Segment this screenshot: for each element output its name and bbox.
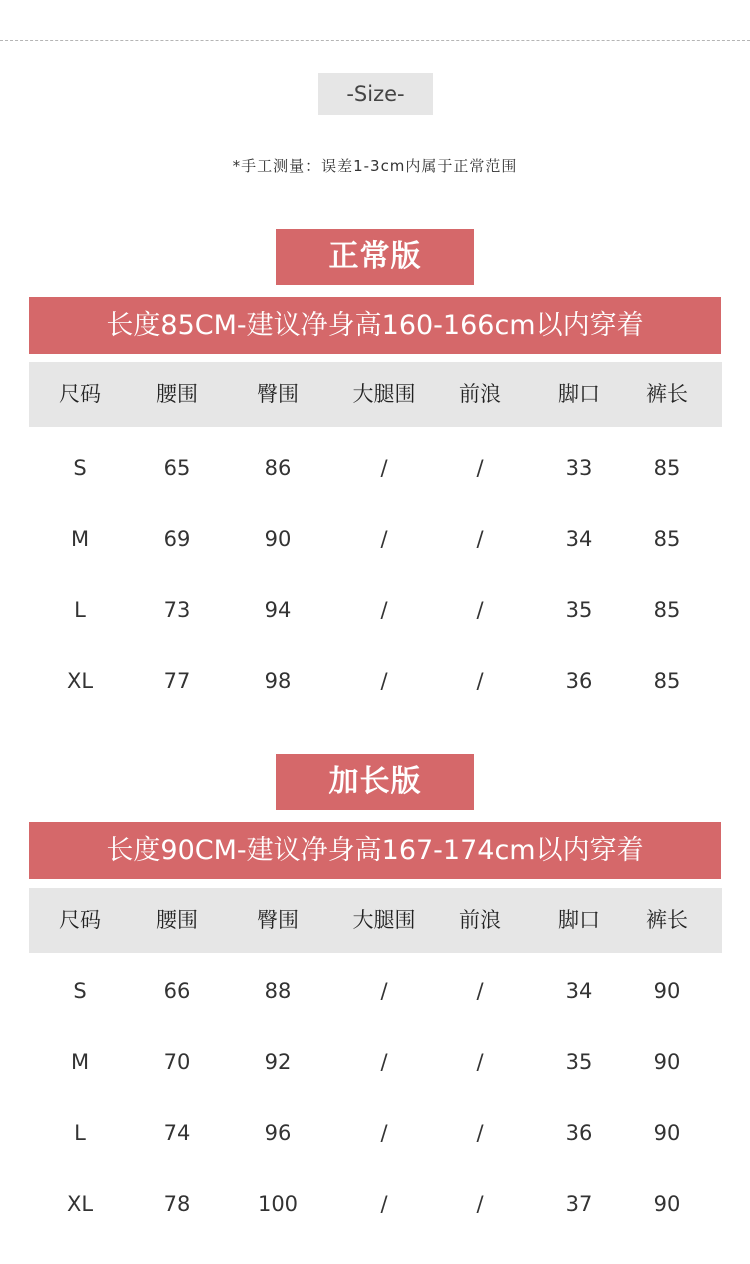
table-cell: / — [380, 527, 388, 551]
table-row — [29, 971, 722, 1011]
table-row — [29, 1042, 722, 1082]
table-cell: 35 — [565, 1050, 593, 1074]
column-header-length: 裤长 — [646, 908, 688, 932]
table-cell: 36 — [565, 1121, 593, 1145]
table-cell: M — [70, 1050, 90, 1074]
table-cell: 34 — [565, 527, 593, 551]
table-cell: 35 — [565, 598, 593, 622]
table-cell: / — [476, 527, 484, 551]
table-cell: 90 — [653, 979, 681, 1003]
table-cell: 34 — [565, 979, 593, 1003]
table-cell: / — [380, 1050, 388, 1074]
table-cell: / — [380, 979, 388, 1003]
table-cell: / — [380, 1192, 388, 1216]
section-title-long: 加长版 — [276, 754, 474, 810]
table-cell: 90 — [264, 527, 292, 551]
column-header-front-rise: 前浪 — [459, 908, 501, 932]
table-cell: / — [476, 1192, 484, 1216]
table-cell: 85 — [653, 527, 681, 551]
table-cell: 88 — [264, 979, 292, 1003]
table-cell: 77 — [163, 669, 191, 693]
measurement-note: *手工测量：误差1-3cm内属于正常范围 — [232, 157, 518, 175]
table-cell: / — [476, 1121, 484, 1145]
table-cell: 90 — [653, 1121, 681, 1145]
table-cell: 70 — [163, 1050, 191, 1074]
table-header-long — [29, 888, 722, 953]
table-cell: / — [476, 1050, 484, 1074]
table-cell: 36 — [565, 669, 593, 693]
table-cell: / — [380, 1121, 388, 1145]
column-header-size: 尺码 — [59, 908, 101, 932]
section-banner-long: 长度90CM-建议净身高167-174cm以内穿着 — [29, 822, 721, 879]
table-cell: 92 — [264, 1050, 292, 1074]
table-cell: 90 — [653, 1192, 681, 1216]
table-row — [29, 590, 722, 630]
table-cell: 100 — [257, 1192, 299, 1216]
table-cell: / — [476, 456, 484, 480]
table-cell: XL — [66, 669, 94, 693]
column-header-size: 尺码 — [59, 382, 101, 406]
table-cell: L — [74, 1121, 86, 1145]
column-header-waist: 腰围 — [156, 382, 198, 406]
table-cell: 78 — [163, 1192, 191, 1216]
table-cell: S — [73, 979, 87, 1003]
column-header-length: 裤长 — [646, 382, 688, 406]
table-cell: 37 — [565, 1192, 593, 1216]
table-cell: / — [476, 669, 484, 693]
table-cell: 73 — [163, 598, 191, 622]
column-header-waist: 腰围 — [156, 908, 198, 932]
column-header-leg-opening: 脚口 — [558, 908, 600, 932]
column-header-hip: 臀围 — [257, 908, 299, 932]
table-cell: S — [73, 456, 87, 480]
column-header-thigh: 大腿围 — [352, 382, 416, 406]
table-header-regular — [29, 362, 722, 427]
table-cell: 33 — [565, 456, 593, 480]
table-cell: / — [476, 598, 484, 622]
table-row — [29, 661, 722, 701]
table-row — [29, 1113, 722, 1153]
table-cell: 66 — [163, 979, 191, 1003]
table-cell: 96 — [264, 1121, 292, 1145]
table-cell: 85 — [653, 598, 681, 622]
table-cell: 86 — [264, 456, 292, 480]
table-row — [29, 519, 722, 559]
table-cell: 65 — [163, 456, 191, 480]
section-banner-regular: 长度85CM-建议净身高160-166cm以内穿着 — [29, 297, 721, 354]
section-title-regular: 正常版 — [276, 229, 474, 285]
table-cell: / — [380, 456, 388, 480]
table-row — [29, 1184, 722, 1224]
size-label: -Size- — [318, 73, 433, 115]
table-cell: / — [380, 669, 388, 693]
table-row — [29, 448, 722, 488]
column-header-hip: 臀围 — [257, 382, 299, 406]
table-cell: 85 — [653, 456, 681, 480]
table-cell: 74 — [163, 1121, 191, 1145]
table-cell: L — [74, 598, 86, 622]
table-cell: / — [380, 598, 388, 622]
table-cell: 85 — [653, 669, 681, 693]
dashed-divider — [0, 40, 750, 41]
table-cell: / — [476, 979, 484, 1003]
column-header-front-rise: 前浪 — [459, 382, 501, 406]
table-cell: M — [70, 527, 90, 551]
table-cell: 94 — [264, 598, 292, 622]
table-cell: XL — [66, 1192, 94, 1216]
column-header-thigh: 大腿围 — [352, 908, 416, 932]
table-cell: 69 — [163, 527, 191, 551]
table-cell: 90 — [653, 1050, 681, 1074]
table-cell: 98 — [264, 669, 292, 693]
column-header-leg-opening: 脚口 — [558, 382, 600, 406]
